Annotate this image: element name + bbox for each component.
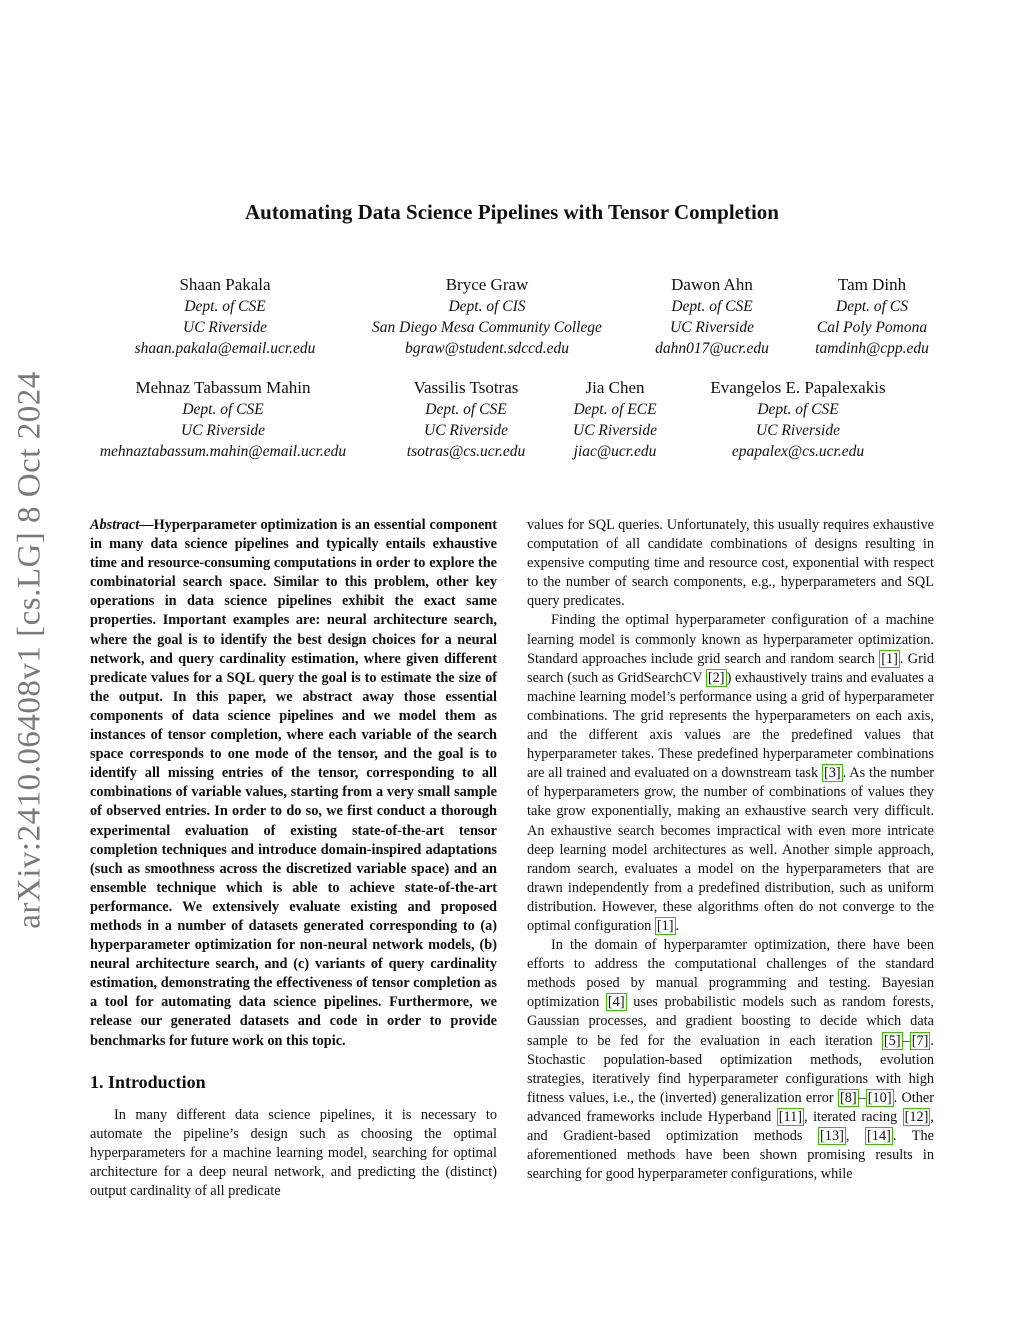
author-block (655, 274, 769, 359)
author-block (100, 377, 346, 462)
author-name: Dawon Ahn (671, 275, 753, 294)
author-email: tsotras@cs.ucr.edu (406, 443, 526, 460)
author-name: Tam Dinh (837, 275, 907, 294)
text-run: . As the number of hyperparameters grow, the number of combinations of values they take grow exponentially, making an exhaustive search very difficult. An exhaustive search becomes impractical with even more intricate deep learning model architectures as well. Another simple approach, random search, evaluates a model on the hyperparameters that are drawn independently from a predefined distribution, such as uniform distribution. However, these algorithms often do not converge to the optimal configuration (527, 765, 934, 934)
author-email: bgraw@student.sdccd.edu (404, 340, 570, 357)
optimization-paragraph (527, 936, 934, 1184)
author-block (710, 377, 885, 462)
citation-link[interactable]: [7] (911, 1032, 929, 1049)
author-email: shaan.pakala@email.ucr.edu (134, 340, 316, 357)
author-block (573, 377, 657, 462)
citation-link[interactable]: [1] (881, 650, 898, 667)
section-heading: 1. Introduction (90, 1071, 206, 1092)
arxiv-stamp: arXiv:2410.06408v1 [cs.LG] 8 Oct 2024 (11, 371, 48, 929)
citation-link[interactable]: [5] (883, 1032, 901, 1049)
text-run: – (902, 1032, 910, 1049)
author-dept: Dept. of CSE (184, 298, 266, 315)
author-dept: Dept. of ECE (573, 401, 657, 418)
citation-link[interactable]: [10] (867, 1089, 892, 1106)
author-institution: UC Riverside (424, 422, 508, 439)
author-name: Mehnaz Tabassum Mahin (135, 378, 311, 397)
author-email: epapalex@cs.ucr.edu (731, 443, 865, 460)
hyperparameter-paragraph (527, 611, 934, 936)
text-run: . The aforementioned methods have been shown promising results in searching for good hyperparameter configurations, while (527, 1128, 935, 1183)
text-run: In the domain of hyperparamter optimization, there have been efforts to address the computational challenges of the standard methods posed by manual programming and testing. Bayesian optimization (527, 937, 934, 1011)
author-name: Bryce Graw (445, 275, 529, 294)
author-dept: Dept. of CS (836, 298, 908, 315)
text-run: uses probabilistic models such as random forests, Gaussian processes, and gradient boosting to decide which data sample to be fed for the evaluation in each iteration (527, 994, 935, 1049)
paper-title: Automating Data Science Pipelines with Tensor Completion (245, 200, 779, 224)
text-run: – (858, 1089, 866, 1106)
abstract-label: Abstract (90, 517, 140, 533)
author-name: Shaan Pakala (179, 275, 271, 294)
right-column (527, 516, 934, 1184)
author-block (815, 274, 929, 359)
citation-link[interactable]: [3] (823, 765, 841, 782)
citation-link[interactable]: [14] (867, 1128, 891, 1144)
citation-link[interactable]: [1] (656, 917, 674, 934)
citation-link[interactable]: [4] (607, 994, 625, 1011)
author-institution: UC Riverside (183, 319, 267, 336)
author-email: tamdinh@cpp.edu (815, 340, 929, 357)
author-dept: Dept. of CSE (425, 401, 507, 418)
author-institution: UC Riverside (573, 422, 657, 439)
author-email: mehnaztabassum.mahin@email.ucr.edu (99, 443, 347, 460)
text-run: , (845, 1128, 866, 1144)
abstract-body: Hyperparameter optimization is an essential component in many data science pipelines and typically entails exhaustive time and resource-consuming computations in order to explore the combinatorial search space. Similar to this problem, other key operations in data science pipelines exhibit the exact same properties. Important examples are: neural architecture search, where the goal is to identify the best design choices for a neural network, and query cardinality estimation, where given different predicate values for a SQL query the goal is to estimate the size of the output. In this paper, we abstract away those essential components of data science pipelines and we model them as instances of tensor completion, where each variable of the search space corresponds to one mode of the tensor, and the goal is to identify all missing entries of the tensor, corresponding to all combinations of variable values, starting from a very small sample of observed entries. In order to do so, we first conduct a thorough experimental evaluation of existing state-of-the-art tensor completion techniques and introduce domain-inspired adaptations (such as smoothness across the discretized variable space) and an ensemble technique which is able to achieve state-of-the-art performance. We extensively evaluate existing and proposed methods in a number of datasets generated corresponding to (a) hyperparameter optimization for non-neural network models, (b) neural architecture search, and (c) variants of query cardinality estimation, demonstrating the effectiveness of tensor completion as a tool for automating data science pipelines. Furthermore, we release our generated datasets and code in order to provide benchmarks for future work on this topic. (90, 517, 497, 1049)
continued-paragraph: values for SQL queries. Unfortunately, this usually requires exhaustive computation of all candidate combinations of designs resulting in expensive computing time and resource cost, exponential with respect to the number of search components, e.g., hyperparameters and SQL query predicates. (527, 517, 934, 610)
text-run: , iterated racing (804, 1108, 903, 1125)
author-dept: Dept. of CIS (448, 298, 526, 315)
author-dept: Dept. of CSE (757, 401, 839, 418)
author-dept: Dept. of CSE (671, 298, 753, 315)
author-block (135, 274, 316, 359)
text-run: . Other advanced frameworks include Hyperband (527, 1089, 934, 1125)
author-email: jiac@ucr.edu (573, 443, 657, 460)
citation-link[interactable]: [12] (904, 1108, 929, 1125)
text-run: Finding the optimal hyperparameter configuration of a machine learning model is commonly known as hyperparameter optimization. Standard approaches include grid search and random search (527, 612, 934, 667)
text-run: , and Gradient-based optimization methods (527, 1108, 934, 1144)
author-name: Vassilis Tsotras (413, 378, 519, 397)
author-institution: Cal Poly Pomona (816, 319, 928, 336)
author-dept: Dept. of CSE (182, 401, 264, 418)
citation-link[interactable]: [11] (778, 1108, 803, 1125)
author-email: dahn017@ucr.edu (655, 340, 769, 357)
abstract-paragraph (90, 516, 497, 1051)
intro-paragraph: In many different data science pipelines, it is necessary to automate the pipeline’s design such as choosing the optimal hyperparameters for a machine learning model, searching for optimal architecture for a deep neural network, and predicting the (distinct) output cardinality of all predicate (90, 1106, 497, 1200)
author-name: Evangelos E. Papalexakis (710, 378, 886, 397)
citation-link[interactable]: [2] (707, 669, 725, 686)
author-institution: UC Riverside (181, 422, 265, 439)
author-institution: San Diego Mesa Community College (372, 319, 602, 336)
citation-link[interactable]: [13] (820, 1128, 844, 1144)
text-run: . Stochastic population-based optimization methods, evolution strategies, iteratively find hyperparameter configurations with high fitness values, i.e., the (inverted) generalization error (527, 1032, 934, 1106)
text-run: . Grid search (such as GridSearchCV (527, 650, 935, 686)
left-column (90, 516, 497, 1201)
text-run: . (675, 917, 680, 934)
author-block (407, 377, 525, 462)
abstract-dash: — (139, 517, 154, 533)
author-name: Jia Chen (585, 378, 645, 397)
author-institution: UC Riverside (670, 319, 754, 336)
text-run: ) exhaustively trains and evaluates a machine learning model’s performance using a grid of hyperparameter combinations. The grid represents the hyperparameters on each axis, and the different axis values are the predefined values that hyperparameter takes. These predefined hyperparameter combinations are all trained and evaluated on a downstream task (527, 669, 935, 782)
author-institution: UC Riverside (756, 422, 840, 439)
author-block (372, 274, 602, 359)
citation-link[interactable]: [8] (839, 1089, 857, 1106)
